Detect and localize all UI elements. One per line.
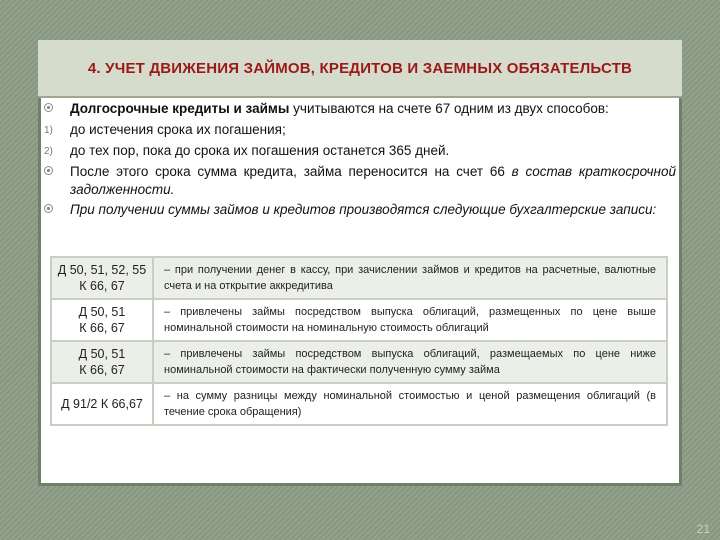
table-row [51, 341, 667, 383]
debit-accounts: Д 50, 51, 52, 55 [57, 263, 147, 277]
bullet-list [44, 100, 676, 222]
list-item [44, 201, 676, 220]
credit-accounts: К 66, 67 [79, 363, 125, 377]
debit-accounts: Д 50, 51 [78, 305, 126, 319]
bullet-text: до тех пор, пока до срока их погашения останется 365 дней. [70, 143, 450, 158]
bullet-icon [44, 201, 70, 220]
slide-panel [38, 40, 682, 486]
bullet-icon [44, 100, 70, 119]
credit-accounts: К 66, 67 [79, 279, 125, 293]
list-item [44, 121, 676, 140]
entry-description: – на сумму разницы между номинальной стоимостью и ценой размещения облигаций (в течение срока обращения) [153, 383, 667, 425]
accounting-entries-table [50, 256, 668, 426]
entry-description: – привлечены займы посредством выпуска облигаций, размещаемых по цене ниже номинальной стоимости на фактически полученную сумму займа [153, 341, 667, 383]
account-cell [51, 299, 153, 341]
slide-title: 4. УЧЕТ ДВИЖЕНИЯ ЗАЙМОВ, КРЕДИТОВ И ЗАЕМНЫХ ОБЯЗАТЕЛЬСТВ [87, 59, 633, 77]
list-item [44, 100, 676, 119]
credit-accounts: К 66, 67 [79, 321, 125, 335]
bullet-text: учитываются на счете 67 одним из двух способов: [289, 101, 609, 116]
debit-accounts: Д 50, 51 [78, 347, 126, 361]
account-cell [51, 383, 153, 425]
page-number: 21 [696, 522, 710, 536]
table-row [51, 383, 667, 425]
bullet-italic-text: в состав краткосрочной задолженности. [70, 164, 676, 197]
bullet-icon [44, 163, 70, 182]
entry-description: – при получении денег в кассу, при зачислении займов и кредитов на расчетные, валютные счета и на открытие аккредитива [153, 257, 667, 299]
bullet-text: После этого срока сумма кредита, займа переносится на счет 66 [70, 164, 512, 179]
table-row [51, 257, 667, 299]
bullet-bold-text: Долгосрочные кредиты и займы [70, 101, 290, 116]
title-bar [38, 40, 682, 98]
list-number: 1) [44, 125, 53, 136]
list-item [44, 163, 676, 199]
entry-description: – привлечены займы посредством выпуска облигаций, размещенных по цене выше номинальной стоимости на номинальную стоимость облигаций [153, 299, 667, 341]
account-cell [51, 257, 153, 299]
list-number: 2) [44, 146, 53, 157]
debit-accounts: Д 91/2 К 66,67 [61, 397, 143, 411]
list-item [44, 142, 676, 161]
account-cell [51, 341, 153, 383]
bullet-text: до истечения срока их погашения; [70, 122, 286, 137]
bullet-italic-text: При получении суммы займов и кредитов производятся следующие бухгалтерские записи: [70, 202, 657, 217]
table-row [51, 299, 667, 341]
